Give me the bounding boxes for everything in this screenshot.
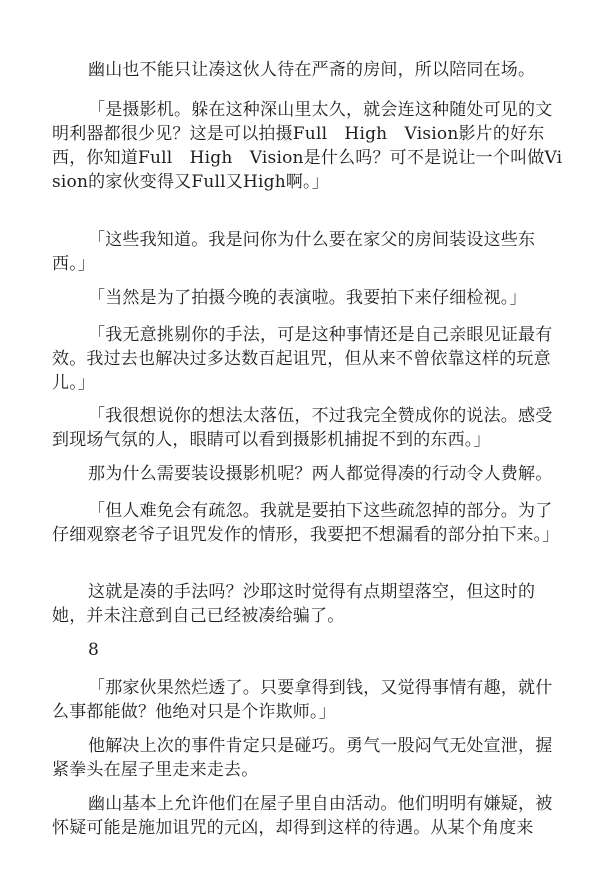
paragraph: 「我很想说你的想法太落伍，不过我完全赞成你的说法。感受到现场气氛的人，眼睛可以看到摄影机捕捉不到的东西。」 <box>52 406 553 450</box>
paragraph: 「那家伙果然烂透了。只要拿得到钱，又觉得事情有趣，就什么事都能做？他绝对只是个诈欺师。」 <box>52 678 553 722</box>
section-number: 8 <box>88 640 100 660</box>
paragraph: 幽山也不能只让凑这伙人待在严斋的房间，所以陪同在场。 <box>88 60 536 80</box>
paragraph: 「当然是为了拍摄今晚的表演啦。我要拍下来仔细检视。」 <box>88 288 527 308</box>
paragraph: 「这些我知道。我是问你为什么要在家父的房间装设这些东西。」 <box>52 230 536 274</box>
paragraph: 「我无意挑剔你的手法，可是这种事情还是自己亲眼见证最有效。我过去也解决过多达数百起诅咒，但从来不曾依靠这样的玩意儿。」 <box>52 325 553 393</box>
paragraph: 幽山基本上允许他们在屋子里自由活动。他们明明有嫌疑，被怀疑可能是施加诅咒的元凶，却得到这样的待遇。从某个角度来 <box>52 794 553 838</box>
paragraph: 「是摄影机。躲在这种深山里太久，就会连这种随处可见的文明利器都很少见？这是可以拍摄Full High Vision影片的好东西，你知道Full High Vision是什么吗？可不是说让一个叫做Vision的家伙变得又Full又High啊。」 <box>52 100 563 192</box>
paragraph: 这就是凑的手法吗？沙耶这时觉得有点期望落空，但这时的她，并未注意到自己已经被凑给骗了。 <box>52 582 536 626</box>
paragraph: 他解决上次的事件肯定只是碰巧。勇气一股闷气无处宣泄，握紧拳头在屋子里走来走去。 <box>52 736 553 780</box>
paragraph: 「但人难免会有疏忽。我就是要拍下这些疏忽掉的部分。为了仔细观察老爷子诅咒发作的情形，我要把不想漏看的部分拍下来。」 <box>52 501 560 545</box>
paragraph: 那为什么需要装设摄影机呢？两人都觉得凑的行动令人费解。 <box>88 464 553 484</box>
